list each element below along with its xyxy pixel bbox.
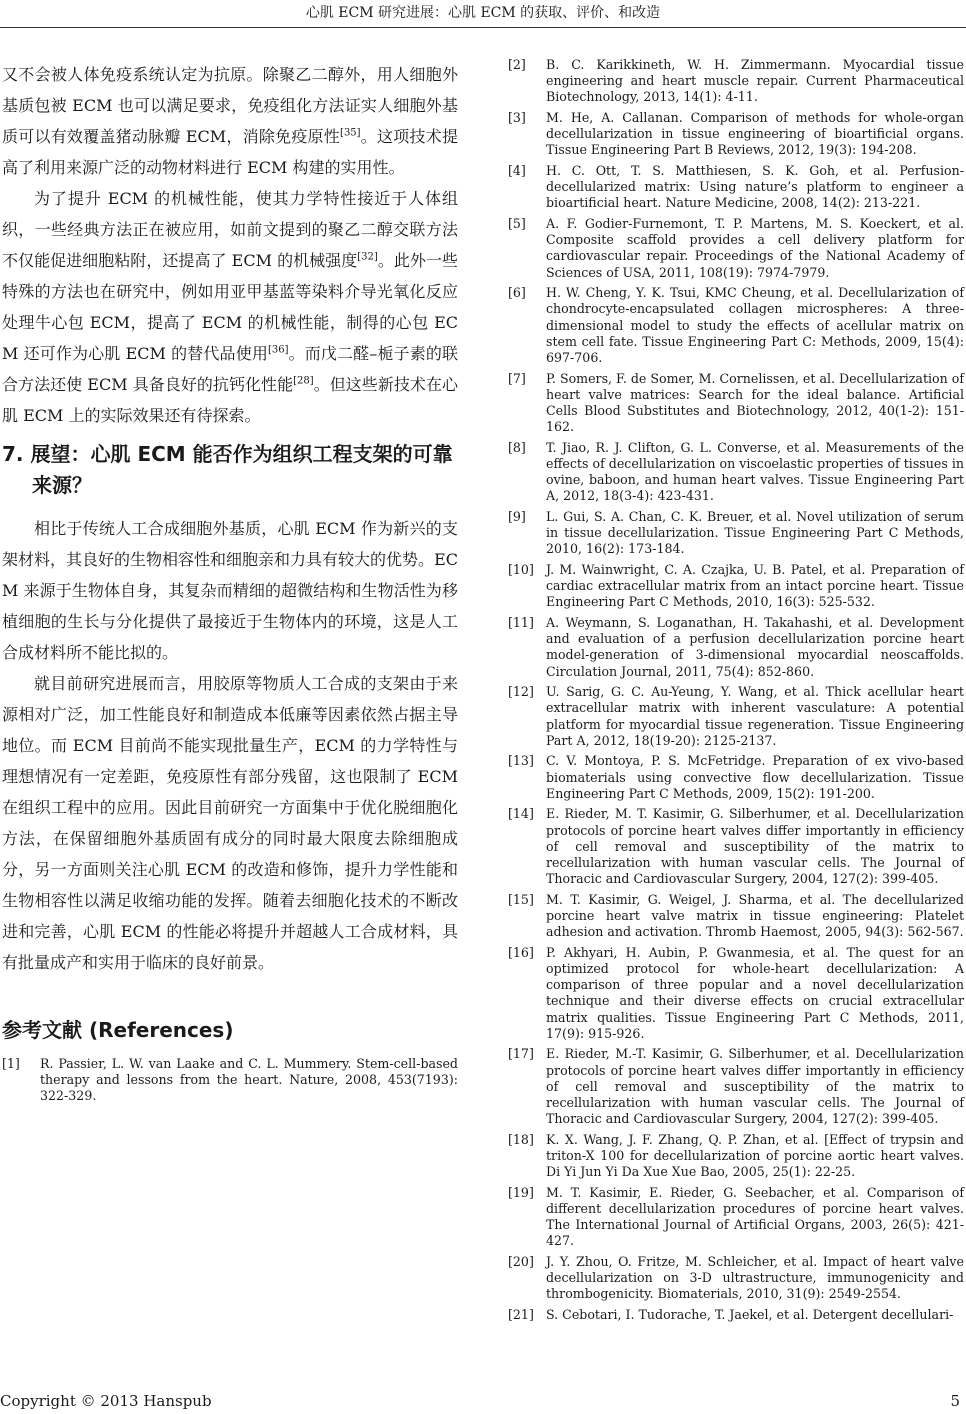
reference-text: E. Rieder, M.-T. Kasimir, G. Silberhumer, et al. Decellularization protocols of porcine heart valves differ importantly in efficiency of cell removal and susceptibility of the matrix to recellularization with human vascular cells. The Journal of Thoracic and Cardiovascular Surgery, 2004, 127(2): 399-405. [546, 1046, 964, 1127]
reference-item [508, 1254, 964, 1303]
reference-text: K. X. Wang, J. F. Zhang, Q. P. Zhan, et al. [Effect of trypsin and triton-X 100 for decellularization of porcine aortic heart valves. Di Yi Jun Yi Da Xue Xue Bao, 2005, 25(1): 22-25. [546, 1131, 964, 1180]
reference-number: [3] [508, 110, 526, 125]
reference-item [508, 216, 964, 281]
paragraph-1-text: 又不会被人体免疫系统认定为抗原。除聚乙二醇外，用人细胞外基质包被 ECM 也可以满足要求，免疫组化方法证实人细胞外基质可以有效覆盖猪动脉瓣 ECM，消除免疫原性 [2, 65, 458, 146]
reference-number: [8] [508, 439, 526, 455]
paragraph-4: 就目前研究进展而言，用胶原等物质人工合成的支架由于来源相对广泛，加工性能良好和制造成本低廉等因素依然占据主导地位。而 ECM 目前尚不能实现批量生产，ECM 的力学特性与理想情况有一定差距，免疫原性有部分残留，这也限制了 ECM 在组织工程中的应用。因此目前研究一方面集中于优化脱细胞化方法，在保留细胞外基质固有成分的同时最大限度去除细胞成分，另一方面则关注心肌 ECM 的改造和修饰，提升力学性能和生物相容性以满足收缩功能的发挥。随着去细胞化技术的不断改进和完善，心肌 ECM 的性能必将提升并超越人工合成材料，具有批量成产和实用于临床的良好前景。 [2, 674, 458, 972]
paragraph-2-text-b: 。此外一些特殊的方法也在研究中，例如用亚甲基蓝等染料介导光氧化反应处理牛心包 ECM，提高了 ECM 的机械性能，制得的心包 ECM 还可作为心肌 ECM 的替代品使用 [2, 251, 458, 363]
footer-page-number: 5 [950, 1392, 960, 1410]
reference-item [508, 1046, 964, 1127]
section-7-heading: 7. 展望：心肌 ECM 能否作为组织工程支架的可靠来源？ [2, 442, 453, 497]
reference-number: [14] [508, 806, 534, 822]
reference-text: E. Rieder, M. T. Kasimir, G. Silberhumer, et al. Decellularization protocols of porcine heart valves differ importantly in efficiency of cell removal and susceptibility of the matrix to recellularization with human vascular cells. The Journal of Thoracic and Cardiovascular Surgery, 2004, 127(2): 399-405. [546, 806, 964, 887]
reference-item [508, 753, 964, 802]
reference-number: [16] [508, 944, 534, 960]
reference-number: [15] [508, 891, 534, 907]
reference-text: M. He, A. Callanan. Comparison of methods for whole-organ decellularization in tissue engineering of bioartificial organs. Tissue Engineering Part B Reviews, 2012, 19(3): 194-208. [546, 110, 964, 158]
references-heading: 参考文献 (References) [2, 1018, 234, 1042]
reference-text: M. T. Kasimir, E. Rieder, G. Seebacher, et al. Comparison of different decellularization procedures of porcine heart valves. The International Journal of Artificial Organs, 2003, 26(5): 421-427. [546, 1184, 964, 1249]
reference-number: [21] [508, 1307, 534, 1323]
reference-text: A. F. Godier-Furnemont, T. P. Martens, M. S. Koeckert, et al. Composite scaffold provides a cell delivery platform for cardiovascular repair. Proceedings of the National Academy of Sciences of USA, 2011, 108(19): 7974-7979. [546, 216, 964, 280]
reference-text: S. Cebotari, I. Tudorache, T. Jaekel, et al. Detergent decellulari- [546, 1307, 954, 1323]
reference-text: B. C. Karikkineth, W. H. Zimmermann. Myocardial tissue engineering and heart muscle repair. Current Pharmaceutical Biotechnology, 2013, 14(1): 4-11. [546, 57, 964, 105]
reference-number: [4] [508, 163, 526, 178]
reference-text: J. Y. Zhou, O. Fritze, M. Schleicher, et al. Impact of heart valve decellularization on 3-D ultrastructure, immunogenicity and thrombogenicity. Biomaterials, 2010, 31(9): 2549-2554. [546, 1254, 964, 1302]
reference-text: P. Akhyari, H. Aubin, P. Gwanmesia, et al. The quest for an optimized protocol for whole-heart decellularization: A comparison of three popular and a novel decellularization technique and their diverse effects on crucial extracellular matrix qualities. Tissue Engineering Part C Methods, 2011, 17(9): 915-926. [546, 944, 964, 1041]
citation-32[interactable]: [32] [357, 251, 378, 263]
footer-copyright: Copyright © 2013 Hanspub [0, 1392, 212, 1410]
reference-number: [18] [508, 1131, 534, 1147]
reference-text: M. T. Kasimir, G. Weigel, J. Sharma, et al. The decellularized porcine heart valve matrix in tissue engineering: Platelet adhesion and activation. Thromb Haemost, 2005, 94(3): 562-567. [546, 891, 964, 940]
reference-item [508, 562, 964, 611]
paragraph-1-tail: 。这项技术提高了利用来源广泛的动物材料进行 ECM 构建的实用性。 [2, 127, 458, 177]
reference-item [508, 1307, 964, 1323]
reference-text: R. Passier, L. W. van Laake and C. L. Mummery. Stem-cell-based therapy and lessons from the heart. Nature, 2008, 453(7193): 322-329. [40, 1056, 458, 1104]
reference-text: P. Somers, F. de Somer, M. Cornelissen, et al. Decellularization of heart valve matrices: Search for the ideal balance. Artificial Cells Blood Substitutes and Biotechnology, 2012, 40(1-2): 151-162. [546, 370, 964, 435]
citation-35[interactable]: [35] [340, 127, 361, 139]
reference-item [508, 163, 964, 212]
reference-number: [5] [508, 216, 526, 231]
paragraph-2 [2, 183, 458, 431]
reference-number: [9] [508, 509, 526, 525]
reference-item [508, 945, 964, 1042]
paragraph-2-text-d: 。但这些新技术在心肌 ECM 上的实际效果还有待探索。 [2, 375, 458, 425]
header-rule [0, 27, 966, 28]
reference-number: [2] [508, 57, 526, 72]
reference-number: [10] [508, 562, 534, 578]
reference-item [508, 57, 964, 106]
reference-text: J. M. Wainwright, C. A. Czajka, U. B. Patel, et al. Preparation of cardiac extracellular matrix from an intact porcine heart. Tissue Engineering Part C Methods, 2010, 16(3): 525-532. [546, 562, 964, 610]
reference-number: [19] [508, 1184, 534, 1200]
paragraph-2-text-a: 为了提升 ECM 的机械性能，使其力学特性接近于人体组织，一些经典方法正在被应用，如前文提到的聚乙二醇交联方法不仅能促进细胞粘附，还提高了 ECM 的机械强度 [2, 189, 458, 270]
paragraph-1 [2, 59, 458, 183]
reference-number: [12] [508, 684, 534, 700]
reference-item [508, 110, 964, 159]
left-column [2, 59, 458, 1109]
reference-number: [7] [508, 370, 526, 386]
reference-item [508, 1132, 964, 1181]
reference-item [508, 509, 964, 558]
reference-text: T. Jiao, R. J. Clifton, G. L. Converse, et al. Measurements of the effects of decellularization on viscoelastic properties of tissues in ovine, baboon, and human heart valves. Tissue Engineering Part A, 2012, 18(3-4): 423-431. [546, 439, 964, 504]
reference-text: A. Weymann, S. Loganathan, H. Takahashi, et al. Development and evaluation of a perfusion decellularization porcine heart model-generation of 3-dimensional myocardial neoscaffolds. Circulation Journal, 2011, 75(4): 852-860. [546, 615, 964, 679]
reference-item [508, 806, 964, 887]
reference-text: L. Gui, S. A. Chan, C. K. Breuer, et al. Novel utilization of serum in tissue decellularization. Tissue Engineering Part C Methods, 2010, 16(2): 173-184. [546, 509, 964, 557]
reference-number: [20] [508, 1254, 534, 1270]
reference-item [508, 892, 964, 941]
reference-item [508, 285, 964, 366]
reference-number: [1] [2, 1056, 20, 1071]
right-column-references [508, 57, 964, 1328]
reference-item [508, 440, 964, 505]
reference-item [508, 684, 964, 749]
reference-text: C. V. Montoya, P. S. McFetridge. Preparation of ex vivo-based biomaterials using convective flow decellularization. Tissue Engineering Part C Methods, 2009, 15(2): 191-200. [546, 753, 964, 801]
paragraph-3: 相比于传统人工合成细胞外基质，心肌 ECM 作为新兴的支架材料，其良好的生物相容性和细胞亲和力具有较大的优势。ECM 来源于生物体自身，其复杂而精细的超微结构和生物活性为移植细胞的生长与分化提供了最接近于生物体内的环境，这是人工合成材料所不能比拟的。 [2, 519, 458, 662]
citation-36[interactable]: [36] [267, 344, 289, 356]
reference-item [508, 371, 964, 436]
reference-item [508, 615, 964, 680]
reference-number: [13] [508, 753, 534, 769]
citation-28[interactable]: [28] [293, 375, 314, 387]
reference-number: [6] [508, 285, 526, 301]
reference-item [508, 1185, 964, 1250]
reference-number: [17] [508, 1046, 534, 1062]
reference-number: [11] [508, 615, 534, 631]
reference-text: U. Sarig, G. C. Au-Yeung, Y. Wang, et al. Thick acellular heart extracellular matrix with inherent vasculature: A potential platform for myocardial tissue regeneration. Tissue Engineering Part A, 2012, 18(19-20): 2125-2137. [546, 684, 964, 748]
reference-text: H. C. Ott, T. S. Matthiesen, S. K. Goh, et al. Perfusion-decellularized matrix: Using nature’s platform to engineer a bioartificial heart. Nature Medicine, 2008, 14(2): 213-221. [546, 163, 964, 211]
reference-item [2, 1056, 458, 1105]
running-header: 心肌 ECM 研究进展：心肌 ECM 的获取、评价、和改造 [305, 5, 661, 21]
reference-text: H. W. Cheng, Y. K. Tsui, KMC Cheung, et al. Decellularization of chondrocyte-encapsulated collagen microspheres: A three-dimensional model to study the effects of acellular matrix on stem cell fate. Tissue Engineering Part C: Methods, 2009, 15(4): 697-706. [546, 285, 964, 366]
paragraph-2-text-c: 。而戊二醛–栀子素的联合方法还使 ECM 具备良好的抗钙化性能 [2, 344, 458, 394]
